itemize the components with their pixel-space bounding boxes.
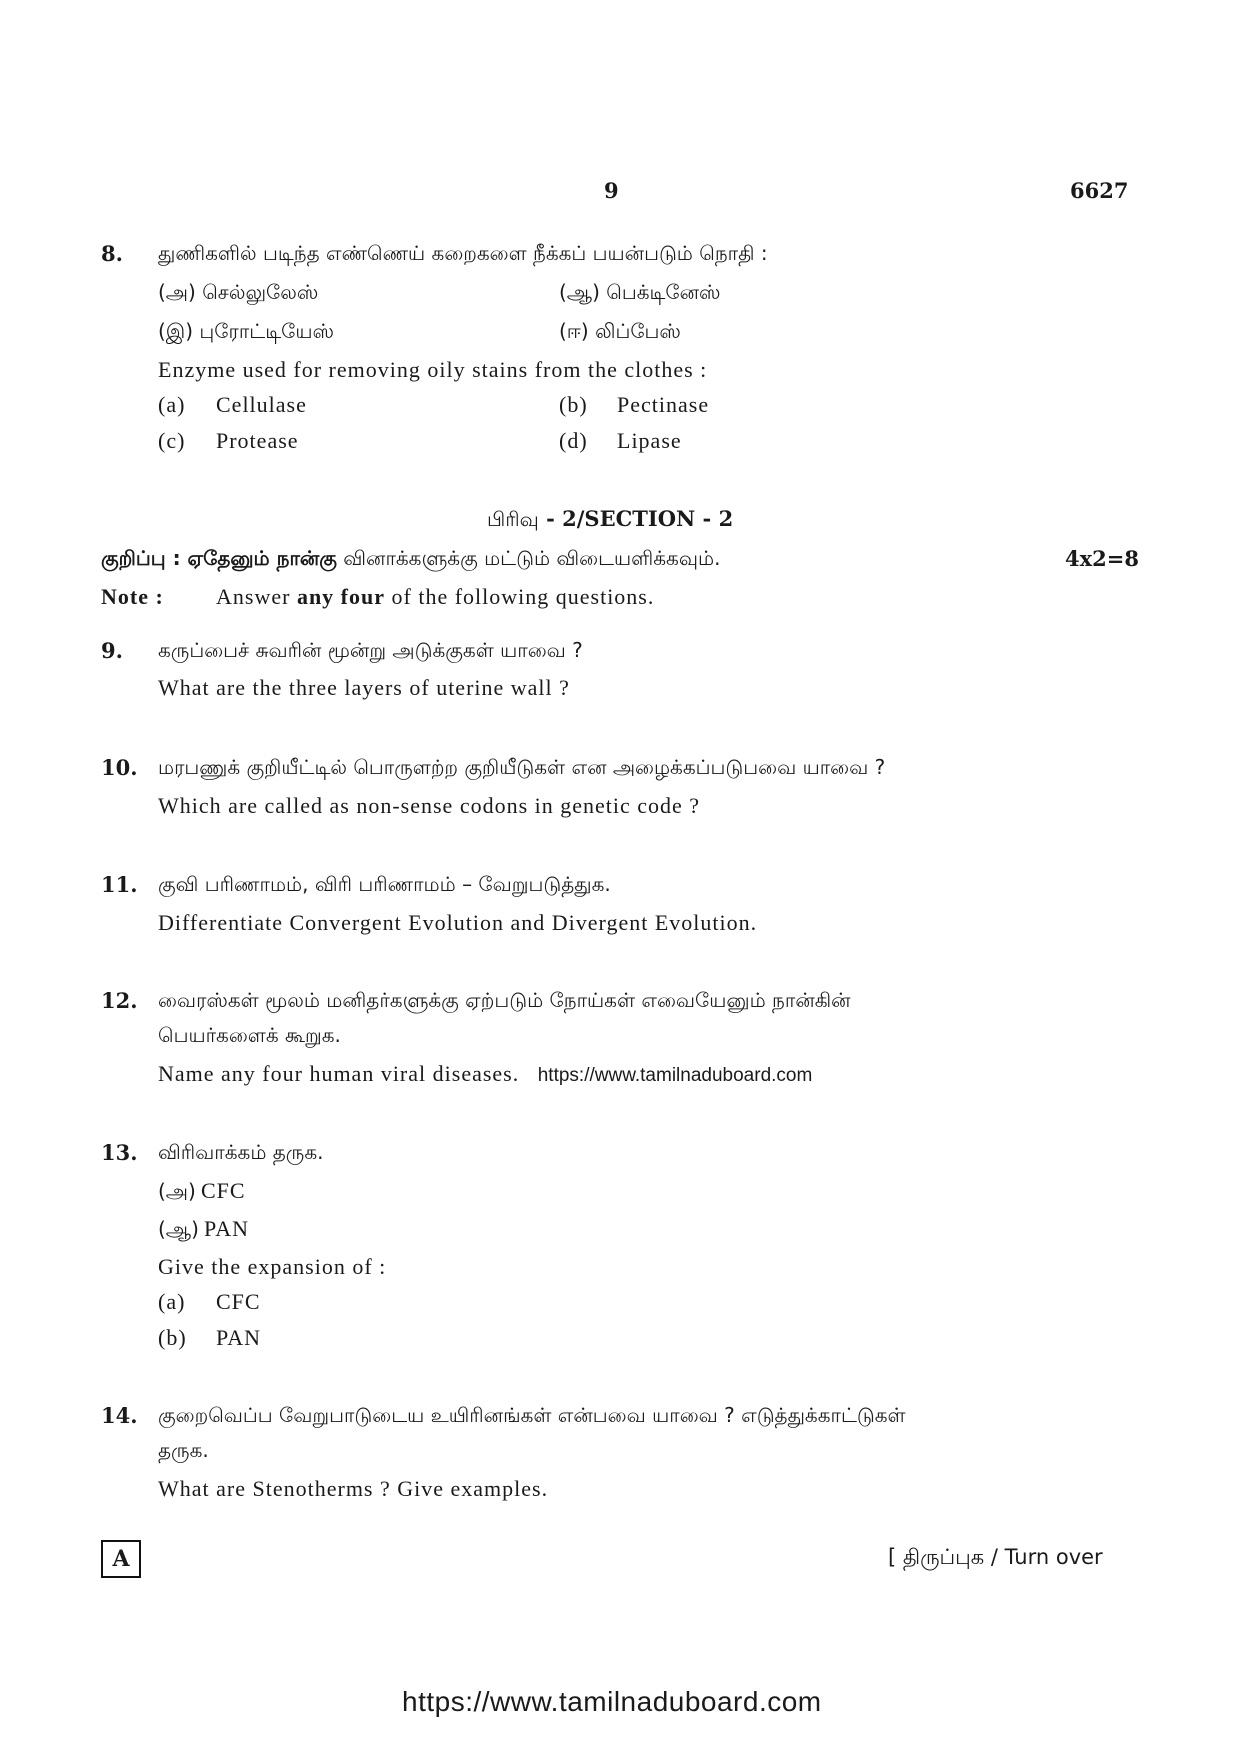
q13-option-b (158, 1325, 261, 1351)
question-number-12: 12. (101, 988, 138, 1013)
footer-watermark-url: https://www.tamilnaduboard.com (402, 1686, 822, 1717)
option-label: (c) (158, 428, 186, 453)
q12-english-line (158, 1061, 812, 1087)
q8-option-b (559, 392, 709, 418)
note-pre: Answer (216, 584, 297, 609)
note-post: of the following questions. (385, 584, 655, 609)
page-number: 9 (604, 178, 619, 203)
question-number-10: 10. (101, 755, 138, 780)
option-text: புரோட்டியேஸ் (199, 319, 334, 343)
option-label: (ஆ) (158, 1217, 199, 1241)
note-english (101, 584, 654, 610)
q10-tamil-text: மரபணுக் குறியீட்டில் பொருளற்ற குறியீடுகள் என அழைக்கப்படுபவை யாவை ? (158, 755, 886, 779)
q11-tamil-text: குவி பரிணாமம், விரி பரிணாமம் – வேறுபடுத்துக. (158, 872, 611, 896)
note-tamil-rest: வினாக்களுக்கு மட்டும் விடையளிக்கவும். (336, 546, 721, 570)
section-title (487, 506, 733, 534)
option-label: (அ) (158, 1179, 196, 1203)
option-text: CFC (216, 1289, 261, 1314)
option-label: (d) (559, 428, 588, 453)
version-box: A (101, 1540, 141, 1578)
q14-tamil-line1: குறைவெப்ப வேறுபாடுடைய உயிரினங்கள் என்பவை யாவை ? எடுத்துக்காட்டுகள் (158, 1403, 906, 1427)
q8-tamil-text: துணிகளில் படிந்த எண்ணெய் கறைகளை நீக்கப் பயன்படும் நொதி : (158, 241, 768, 265)
q9-english-text: What are the three layers of uterine wall ? (158, 675, 570, 700)
option-text: Lipase (617, 428, 682, 453)
question-number-9: 9. (101, 638, 123, 663)
option-text: Protease (216, 428, 299, 453)
q8-tamil-option-c (158, 319, 334, 346)
q14-tamil-line2: தருக. (158, 1438, 209, 1462)
option-label: (ஈ) (559, 319, 589, 343)
option-text: PAN (216, 1325, 261, 1350)
q8-tamil-option-b (559, 280, 721, 307)
option-label: (b) (158, 1325, 187, 1350)
option-text: லிப்பேஸ் (595, 319, 681, 343)
q12-tamil-line1: வைரஸ்கள் மூலம் மனிதர்களுக்கு ஏற்படும் நோய்கள் எவையேனும் நான்கின் (158, 988, 851, 1012)
q14-english-text: What are Stenotherms ? Give examples. (158, 1476, 549, 1501)
q13-tamil-text: விரிவாக்கம் தருக. (158, 1140, 324, 1164)
note-tamil (101, 546, 720, 573)
option-label: (a) (158, 392, 186, 417)
option-label: (b) (559, 392, 588, 417)
q8-tamil-option-a (158, 280, 318, 307)
question-number-13: 13. (101, 1140, 138, 1165)
note-tamil-label: குறிப்பு : ஏதேனும் நான்கு (101, 546, 337, 570)
question-number-8: 8. (101, 241, 123, 266)
option-label: (அ) (158, 280, 196, 304)
note-bold: any four (296, 584, 385, 609)
q8-option-a (158, 392, 307, 418)
q11-english-text: Differentiate Convergent Evolution and Divergent Evolution. (158, 910, 758, 935)
note-label: Note : (101, 584, 164, 609)
option-text: செல்லுலேஸ் (202, 280, 319, 304)
q8-option-d (559, 428, 682, 454)
option-text: CFC (200, 1178, 246, 1203)
option-text: Cellulase (216, 392, 307, 417)
option-label: (ஆ) (559, 280, 600, 304)
q8-english-text: Enzyme used for removing oily stains from the clothes : (158, 357, 708, 382)
section-marks: 4x2=8 (1065, 546, 1139, 571)
section-title-rest: - 2/SECTION - 2 (538, 506, 734, 531)
q13-tamil-option-b (158, 1216, 249, 1244)
q9-tamil-text: கருப்பைச் சுவரின் மூன்று அடுக்குகள் யாவை ? (158, 638, 583, 662)
q13-tamil-option-a (158, 1178, 246, 1206)
question-number-14: 14. (101, 1403, 138, 1428)
option-text: Pectinase (617, 392, 710, 417)
section-title-tamil: பிரிவு (487, 507, 539, 531)
q13-option-a (158, 1289, 261, 1315)
q8-tamil-option-d (559, 319, 681, 346)
q12-english-text: Name any four human viral diseases. (158, 1061, 520, 1086)
q13-english-text: Give the expansion of : (158, 1254, 387, 1279)
turn-over-text: [ திருப்புக / Turn over (888, 1545, 1103, 1569)
paper-code: 6627 (1070, 178, 1129, 203)
option-text: PAN (204, 1216, 249, 1241)
watermark-url-inline: https://www.tamilnaduboard.com (537, 1065, 813, 1086)
q10-english-text: Which are called as non-sense codons in genetic code ? (158, 793, 701, 818)
option-text: பெக்டினேஸ் (606, 280, 721, 304)
q8-option-c (158, 428, 299, 454)
option-label: (இ) (158, 319, 194, 343)
option-label: (a) (158, 1289, 186, 1314)
q12-tamil-line2: பெயர்களைக் கூறுக. (158, 1023, 341, 1047)
question-number-11: 11. (101, 872, 138, 897)
